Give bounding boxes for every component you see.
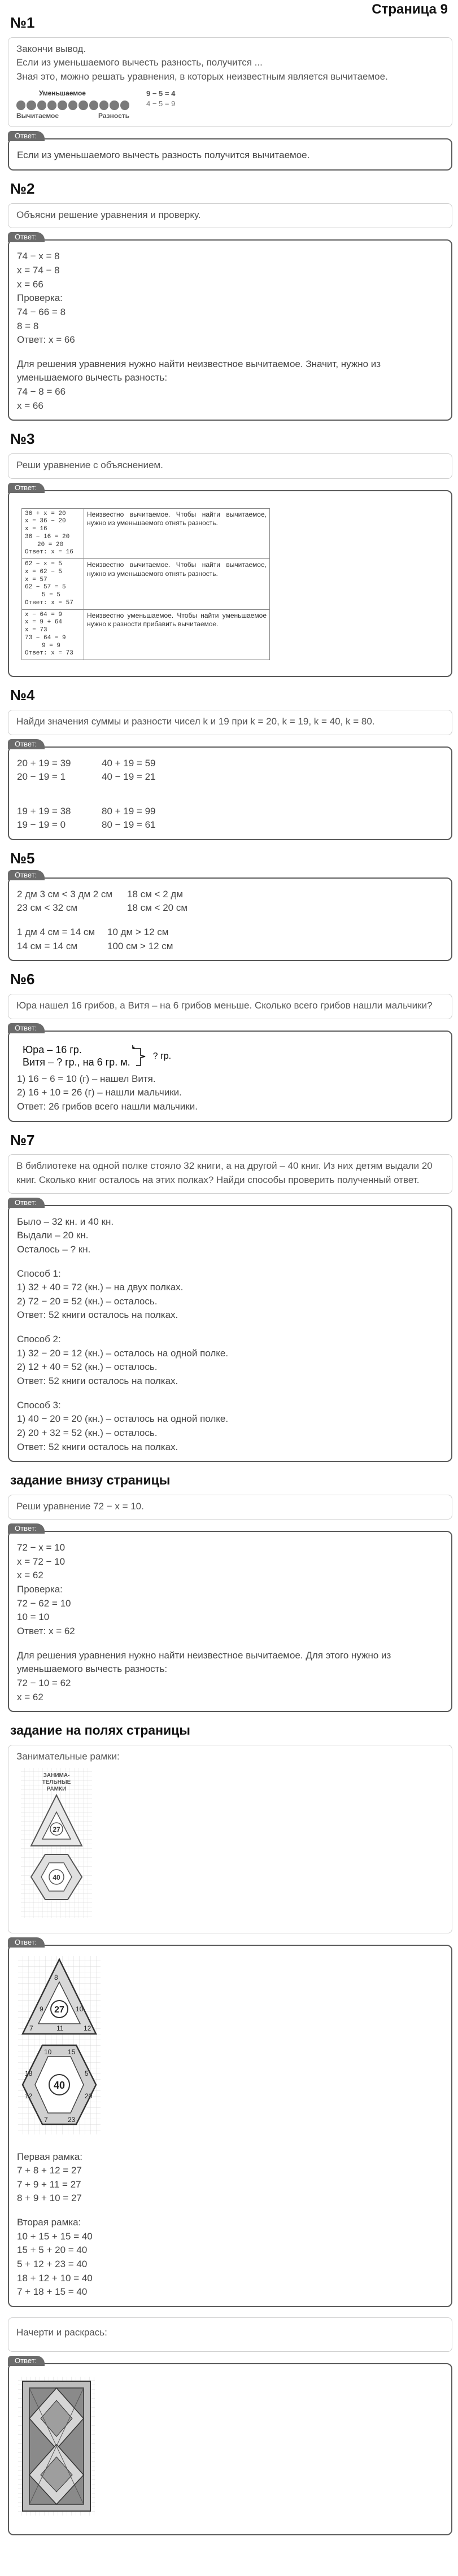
- frames-header-line1: ЗАНИМА-: [43, 1772, 70, 1779]
- answer-tab[interactable]: Ответ:: [8, 483, 45, 493]
- table-row: [22, 609, 270, 660]
- table-cell: [22, 609, 84, 660]
- bead: [120, 101, 129, 110]
- answer-block: [8, 1937, 452, 2307]
- task-2-question: [8, 203, 452, 229]
- answer-line: Способ 2:: [17, 1334, 61, 1345]
- solved-frames-figure: [17, 1955, 102, 2136]
- triangle-number: 9: [40, 2005, 43, 2013]
- answer-line: x = 62: [17, 1570, 43, 1581]
- answer-line: 8 + 9 + 10 = 27: [17, 2193, 82, 2204]
- answer-line: x = 66: [17, 400, 43, 411]
- answer-line: Первая рамка:: [17, 2151, 82, 2162]
- bead-diagram: [16, 89, 445, 121]
- answer-line: 2) 20 + 32 = 52 (кн.) – осталось.: [17, 1427, 158, 1438]
- hexagon-center-number: 40: [53, 2079, 66, 2091]
- answer-tab[interactable]: Ответ:: [8, 1023, 45, 1033]
- eq-line: Ответ: x = 73: [25, 650, 73, 657]
- answer-line: Ответ: 52 книги осталось на полках.: [17, 1441, 178, 1452]
- answer-block: [8, 233, 452, 421]
- explanation-text: Для решения уравнения нужно найти неизвестное вычитаемое. Для этого нужно из уменьшаемого вычесть разность:: [17, 1649, 391, 1675]
- minuend-label: Уменьшаемое: [39, 89, 86, 97]
- bead-row: [16, 101, 129, 110]
- answer-line: 80 + 19 = 99: [102, 805, 156, 817]
- bead: [58, 101, 67, 110]
- answer-block: [8, 2356, 452, 2536]
- answer-line: x = 72 − 10: [17, 1556, 66, 1567]
- question-line: Реши уравнение 72 − x = 10.: [16, 1500, 144, 1512]
- eq-line: x = 57: [25, 576, 47, 583]
- answer-line: 74 − 8 = 66: [17, 386, 66, 398]
- table-cell: Неизвестно уменьшаемое. Чтобы найти уменьшаемое нужно к разности прибавить вычитаемое.: [84, 609, 270, 660]
- answer-line: 18 см < 2 дм: [127, 888, 183, 900]
- book-frames-figure: [20, 1767, 445, 1924]
- answer-line: 23 см < 32 см: [17, 902, 78, 914]
- answer-line: Способ 1:: [17, 1268, 61, 1279]
- answer-line: 40 − 19 = 21: [102, 771, 156, 783]
- answer-tab[interactable]: Ответ:: [8, 1523, 45, 1534]
- question-line: Зная это, можно решать уравнения, в которых неизвестным является вычитаемое.: [16, 71, 388, 82]
- task-1-question: [8, 37, 452, 128]
- answer-box: [8, 1031, 452, 1122]
- answer-line: 10 + 15 + 15 = 40: [17, 2230, 93, 2242]
- draw-task-question: [8, 2317, 452, 2352]
- question-line: Если из уменьшаемого вычесть разность, получится ...: [16, 57, 263, 68]
- triangle-number: 12: [84, 2024, 91, 2032]
- answer-line: Ответ: x = 66: [17, 334, 75, 346]
- answer-line: 7 + 18 + 15 = 40: [17, 2286, 88, 2298]
- triangle-number: 10: [76, 2005, 84, 2013]
- eq-line: 73 − 64 = 9: [25, 634, 66, 641]
- answer-line: 1) 32 + 40 = 72 (кн.) – на двух полках.: [17, 1282, 184, 1293]
- answer-line: 1) 16 − 6 = 10 (г) – нашел Витя.: [17, 1073, 156, 1084]
- question-line: Начерти и раскрась:: [16, 2326, 107, 2338]
- difference-label: Разность: [98, 112, 129, 120]
- hexagon-number: 20: [85, 2092, 93, 2100]
- eq-line: x = 73: [25, 627, 47, 634]
- question-line: Объясни решение уравнения и проверку.: [16, 209, 201, 220]
- answer-box: [8, 1205, 452, 1462]
- answer-line: Выдали – 20 кн.: [17, 1230, 89, 1241]
- question-line: В библиотеке на одной полке стояло 32 книги, а на другой – 40 книг. Из них детям выдали 20 книг. Сколько книг осталось на этих полках? Найди способы проверить полученный ответ.: [16, 1160, 433, 1185]
- answer-line: 19 − 19 = 0: [17, 819, 66, 831]
- answer-line: 10 дм > 12 см: [107, 927, 169, 938]
- answer-line: 14 см = 14 см: [17, 940, 78, 951]
- answer-block: [8, 483, 452, 678]
- bead: [89, 101, 98, 110]
- answer-line: 18 + 12 + 10 = 40: [17, 2272, 93, 2284]
- eq-line: 36 + x = 20: [25, 510, 66, 517]
- answer-line: 72 − x = 10: [17, 1542, 66, 1553]
- hexagon-number: 23: [68, 2115, 76, 2124]
- answer-line: 74 − 66 = 8: [17, 306, 66, 317]
- eq-line: Ответ: x = 16: [25, 549, 73, 556]
- table-row: [22, 559, 270, 610]
- table-row: [22, 508, 270, 559]
- bead: [78, 101, 88, 110]
- answer-tab[interactable]: Ответ:: [8, 2356, 45, 2366]
- answer-box: [8, 1531, 452, 1712]
- answer-block: [8, 1524, 452, 1712]
- eq-line: x = 16: [25, 526, 47, 533]
- condition-line: Юра – 16 гр.: [23, 1044, 82, 1056]
- answer-line: 1) 32 − 20 = 12 (кн.) – осталось на одной полке.: [17, 1347, 229, 1359]
- task-7-number: №7: [10, 1131, 35, 1149]
- task-3-number: №3: [10, 430, 35, 448]
- bottom-task-question: [8, 1495, 452, 1520]
- answer-line: Было – 32 кн. и 40 кн.: [17, 1216, 114, 1227]
- answer-line: Ответ: 52 книги осталось на полках.: [17, 1309, 178, 1321]
- equation: 9 − 5 = 4: [146, 89, 176, 98]
- triangle-number: 8: [54, 1973, 58, 1981]
- answer-line: 40 + 19 = 59: [102, 757, 156, 769]
- answer-block: [8, 1023, 452, 1122]
- task-4-question: [8, 710, 452, 735]
- frames-puzzle-figure: [20, 1767, 93, 1919]
- eq-line: x − 64 = 9: [25, 611, 63, 618]
- task-4-number: №4: [10, 687, 35, 704]
- margins-task-title: задание на полях страницы: [10, 1723, 190, 1738]
- hexagon-number: 15: [68, 2047, 76, 2056]
- table-cell: [22, 559, 84, 610]
- answer-block: [8, 1198, 452, 1462]
- subtrahend-label: Вычитаемое: [16, 112, 59, 120]
- triangle-number: 11: [56, 2024, 64, 2032]
- frames-header-line3: РАМКИ: [46, 1786, 67, 1793]
- answer-tab[interactable]: Ответ:: [8, 1198, 45, 1208]
- answer-line: 2) 16 + 10 = 26 (г) – нашли мальчики.: [17, 1087, 182, 1098]
- answer-box: [8, 2363, 452, 2536]
- answer-line: 72 − 10 = 62: [17, 1677, 71, 1688]
- eq-line: 20 = 20: [37, 541, 64, 548]
- bead: [99, 101, 108, 110]
- answer-box: [8, 490, 452, 678]
- eq-line: x = 9 + 64: [25, 619, 63, 626]
- answer-line: 8 = 8: [17, 320, 39, 331]
- answer-line: 7 + 8 + 12 = 27: [17, 2165, 82, 2176]
- answer-box: [8, 877, 452, 962]
- answer-box: [8, 1945, 452, 2307]
- eq-line: 62 − 57 = 5: [25, 584, 66, 591]
- hexagon-number: 5: [85, 2069, 89, 2077]
- answer-line: 74 − x = 8: [17, 251, 60, 262]
- margins-task-question: [8, 1745, 452, 1933]
- eq-line: 62 − x = 5: [25, 561, 63, 568]
- answer-line: x = 74 − 8: [17, 265, 60, 276]
- hexagon-number: 18: [25, 2069, 33, 2077]
- answer-line: Проверка:: [17, 1584, 63, 1595]
- triangle-center-number: 27: [54, 2005, 64, 2015]
- answer-line: Способ 3:: [17, 1399, 61, 1411]
- answer-line: Ответ: 26 грибов всего нашли мальчики.: [17, 1101, 198, 1112]
- triangle-center-number: 27: [53, 1826, 60, 1834]
- answer-block: [8, 132, 452, 171]
- answer-line: 2) 12 + 40 = 52 (кн.) – осталось.: [17, 1361, 158, 1373]
- equation-table: [21, 508, 270, 661]
- answer-box: [8, 746, 452, 841]
- answer-tab[interactable]: Ответ:: [8, 1937, 45, 1948]
- answer-tab[interactable]: Ответ:: [8, 739, 45, 749]
- answer-line: 1) 40 − 20 = 20 (кн.) – осталось на одной полке.: [17, 1413, 229, 1425]
- table-cell: Неизвестно вычитаемое. Чтобы найти вычитаемое, нужно из уменьшаемого отнять разность.: [84, 508, 270, 559]
- answer-line: Ответ: 52 книги осталось на полках.: [17, 1376, 178, 1386]
- hexagon-number: 10: [44, 2047, 52, 2056]
- eq-line: 9 = 9: [42, 642, 61, 649]
- table-cell: [22, 508, 84, 559]
- hexagon-number: 12: [25, 2092, 33, 2100]
- triangle-number: 7: [29, 2024, 33, 2032]
- explanation-text: Для решения уравнения нужно найти неизвестное вычитаемое. Значит, нужно из уменьшаемого вычесть разность:: [17, 358, 381, 383]
- answer-line: 2 дм 3 см < 3 дм 2 см: [17, 888, 113, 900]
- task-3-question: [8, 453, 452, 479]
- colored-pattern-figure: [17, 2376, 96, 2517]
- answer-line: Осталось – ? кн.: [17, 1243, 91, 1255]
- task-7-question: [8, 1154, 452, 1193]
- answer-line: 15 + 5 + 20 = 40: [17, 2245, 88, 2256]
- hexagon-center-number: 40: [53, 1874, 60, 1882]
- answer-line: 18 см < 20 см: [127, 902, 188, 914]
- table-cell: Неизвестно вычитаемое. Чтобы найти вычитаемое, нужно из уменьшаемого отнять разность.: [84, 559, 270, 610]
- answer-line: 72 − 62 = 10: [17, 1597, 71, 1609]
- bead: [110, 101, 119, 110]
- bead: [27, 101, 36, 110]
- eq-line: x = 62 − 5: [25, 568, 63, 575]
- short-condition: [23, 1044, 443, 1069]
- task-1-number: №1: [10, 14, 35, 31]
- answer-text: Если из уменьшаемого вычесть разность получится вычитаемое.: [17, 150, 310, 161]
- answer-line: 20 − 19 = 1: [17, 771, 66, 783]
- answer-line: 100 см > 12 см: [107, 940, 173, 951]
- question-line: Юра нашел 16 грибов, а Витя – на 6 грибов меньше. Сколько всего грибов нашли мальчики?: [16, 1000, 433, 1011]
- equation: 4 − 5 = 9: [146, 99, 176, 108]
- answer-line: Вторая рамка:: [17, 2217, 81, 2228]
- bottom-task-title: задание внизу страницы: [10, 1473, 171, 1488]
- bead: [16, 101, 25, 110]
- answer-box: [8, 239, 452, 421]
- answer-line: 10 = 10: [17, 1612, 50, 1623]
- answer-block: [8, 739, 452, 841]
- answer-line: x = 62: [17, 1691, 43, 1702]
- bead-equations: [146, 89, 175, 110]
- brace-icon: [130, 1044, 153, 1069]
- task-6-question: [8, 994, 452, 1019]
- answer-line: Ответ: x = 62: [17, 1626, 75, 1637]
- page-number: Страница 9: [372, 2, 448, 17]
- hexagon-number: 7: [44, 2115, 48, 2124]
- answer-line: 80 − 19 = 61: [102, 819, 156, 831]
- answer-block: [8, 870, 452, 962]
- task-6-number: №6: [10, 971, 35, 988]
- eq-line: 5 = 5: [42, 592, 61, 599]
- answer-line: x = 66: [17, 278, 43, 290]
- task-5-number: №5: [10, 850, 35, 867]
- frames-header-line2: ТЕЛЬНЫЕ: [42, 1779, 71, 1786]
- eq-line: 36 − 16 = 20: [25, 533, 70, 540]
- bead: [68, 101, 77, 110]
- question-line: Реши уравнение с объяснением.: [16, 460, 163, 471]
- answer-tab[interactable]: Ответ:: [8, 131, 45, 141]
- bead: [47, 101, 56, 110]
- answer-line: 2) 72 − 20 = 52 (кн.) – осталось.: [17, 1295, 158, 1307]
- answer-line: 7 + 9 + 11 = 27: [17, 2178, 81, 2190]
- answer-box: [8, 138, 452, 171]
- answer-line: Проверка:: [17, 292, 63, 304]
- answer-tab[interactable]: Ответ:: [8, 870, 45, 880]
- answer-line: 5 + 12 + 23 = 40: [17, 2258, 88, 2269]
- total-question: ? гр.: [152, 1051, 172, 1062]
- answer-line: 19 + 19 = 38: [17, 805, 71, 817]
- task-2-number: №2: [10, 180, 35, 198]
- question-line: Найди значения суммы и разности чисел k и 19 при k = 20, k = 19, k = 40, k = 80.: [16, 715, 375, 727]
- eq-line: x = 36 − 20: [25, 518, 66, 525]
- answer-line: 20 + 19 = 39: [17, 757, 71, 769]
- answer-tab[interactable]: Ответ:: [8, 232, 45, 242]
- question-line: Закончи вывод.: [16, 43, 86, 54]
- answer-line: 1 дм 4 см = 14 см: [17, 927, 95, 938]
- question-line: Занимательные рамки:: [16, 1750, 120, 1762]
- eq-line: Ответ: x = 57: [25, 599, 73, 606]
- bead: [37, 101, 46, 110]
- condition-line: Витя – ? гр., на 6 гр. м.: [23, 1056, 130, 1068]
